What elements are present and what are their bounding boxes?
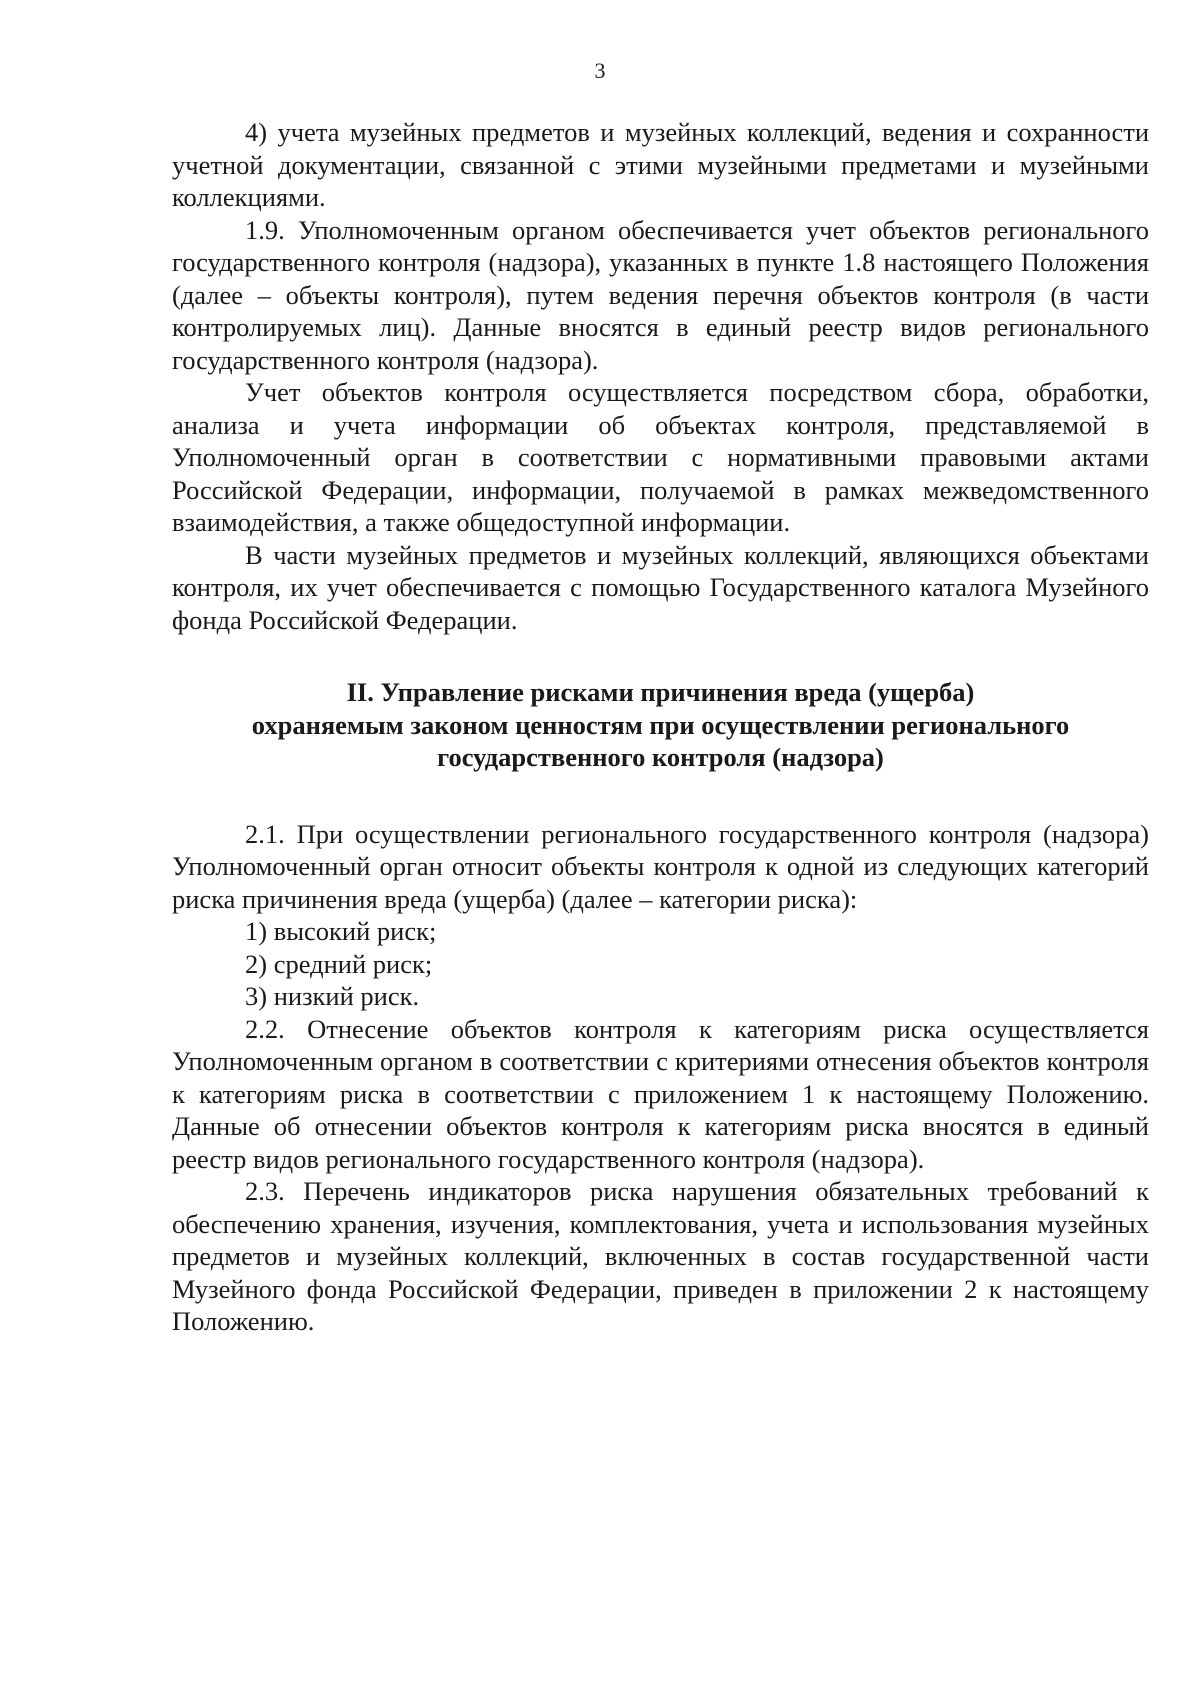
paragraph-2-3: 2.3. Перечень индикаторов риска нарушения обязательных требований к обеспечению хранения, изучения, комплектования, учета и использования музейных предметов и музейных коллекций, включенных в состав государственной части Музейного фонда Российской Федерации, приведен в приложении 2 к настоящему Положению. bbox=[172, 1176, 1149, 1336]
risk-item-high: 1) высокий риск; bbox=[245, 916, 437, 946]
paragraph-accounting: Учет объектов контроля осуществляется посредством сбора, обработки, анализа и учета информации об объектах контроля, представляемой в Уполномоченный орган в соответствии с нормативными правовыми актами Российской Федерации, информации, получаемой в рамках межведомственного взаимодействия, а также общедоступной информации. bbox=[172, 377, 1149, 537]
paragraph-museum-catalog: В части музейных предметов и музейных коллекций, являющихся объектами контроля, их учет обеспечивается с помощью Государственного каталога Музейного фонда Российской Федерации. bbox=[172, 539, 1149, 635]
paragraph-2-1: 2.1. При осуществлении регионального государственного контроля (надзора) Уполномоченный орган относит объекты контроля к одной из следующих категорий риска причинения вреда (ущерба) (далее – категории риска): bbox=[172, 818, 1149, 914]
section-heading bbox=[172, 676, 1149, 774]
section-heading-line: государственного контроля (надзора) bbox=[437, 742, 884, 772]
risk-item-low: 3) низкий риск. bbox=[245, 981, 420, 1011]
paragraph-1-9: 1.9. Уполномоченным органом обеспечивается учет объектов регионального государственного контроля (надзора), указанных в пункте 1.8 настоящего Положения (далее – объекты контроля), путем ведения перечня объектов контроля (в части контролируемых лиц). Данные вносятся в единый реестр видов регионального государственного контроля (надзора). bbox=[172, 214, 1149, 375]
document-body bbox=[172, 116, 1149, 1338]
risk-item-medium: 2) средний риск; bbox=[245, 948, 433, 979]
section-heading-line: II. Управление рисками причинения вреда (ущерба) bbox=[346, 677, 975, 707]
page-number: 3 bbox=[594, 58, 606, 83]
paragraph-2-2: 2.2. Отнесение объектов контроля к категориям риска осуществляется Уполномоченным органом в соответствии с критериями отнесения объектов контроля к категориям риска в соответствии с приложением 1 к настоящему Положению. Данные об отнесении объектов контроля к категориям риска вносятся в единый реестр видов регионального государственного контроля (надзора). bbox=[172, 1013, 1149, 1174]
paragraph-item-4: 4) учета музейных предметов и музейных коллекций, ведения и сохранности учетной документации, связанной с этими музейными предметами и музейными коллекциями. bbox=[172, 117, 1149, 212]
section-heading-line: охраняемым законом ценностям при осуществлении регионального bbox=[251, 709, 1070, 740]
